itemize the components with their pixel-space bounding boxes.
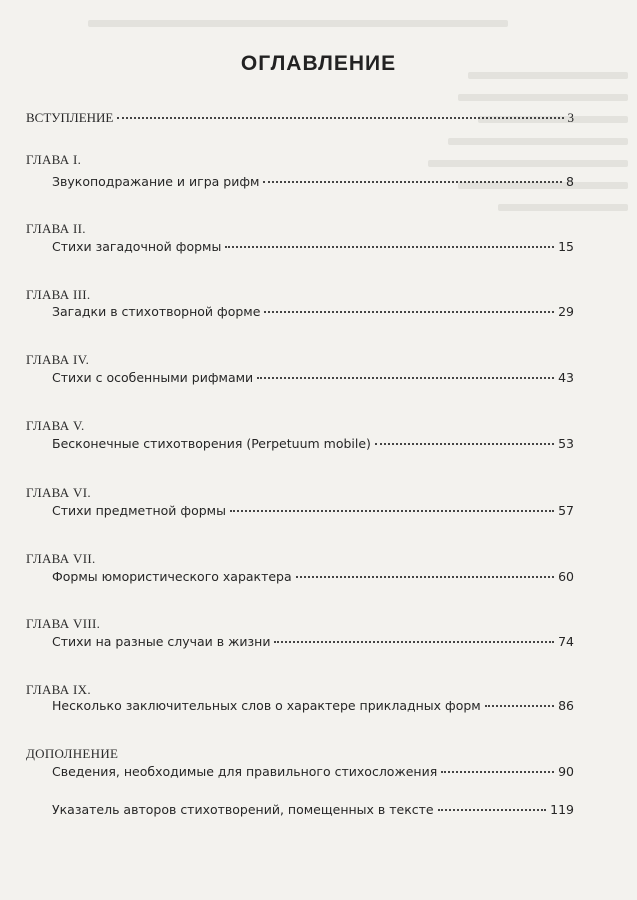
chapter-heading: ГЛАВА VII. [26, 551, 96, 566]
dot-leader [274, 639, 554, 643]
toc-entry-page: 3 [567, 110, 574, 125]
appendix-heading: ДОПОЛНЕНИЕ [26, 746, 119, 761]
toc-entry-chapter-5[interactable] [52, 436, 574, 451]
dot-leader [264, 309, 554, 313]
toc-entry-page: 60 [558, 569, 574, 584]
toc-entry-chapter-7[interactable] [52, 569, 574, 584]
toc-entry-title: Стихи загадочной формы [52, 239, 222, 254]
toc-entry-label: ВСТУПЛЕНИЕ [26, 110, 114, 125]
dot-leader [485, 703, 554, 707]
toc-entry-title: Стихи на разные случаи в жизни [52, 634, 271, 649]
toc-entry-page: 86 [558, 698, 574, 713]
toc-entry-intro[interactable] [26, 110, 574, 126]
toc-entry-chapter-3[interactable] [52, 304, 574, 319]
toc-entry-chapter-6[interactable] [52, 503, 574, 518]
toc-entry-title: Стихи с особенными рифмами [52, 370, 254, 385]
chapter-heading: ГЛАВА IV. [26, 352, 90, 367]
dot-leader [438, 807, 547, 811]
chapter-heading: ГЛАВА V. [26, 418, 85, 433]
toc-entry-chapter-2[interactable] [52, 239, 574, 254]
toc-entry-page: 53 [558, 436, 574, 451]
dot-leader [257, 375, 554, 379]
dot-leader [296, 574, 554, 578]
toc-entry-appendix-2[interactable] [52, 802, 574, 817]
toc-entry-title: Звукоподражание и игра рифм [52, 174, 260, 189]
toc-entry-page: 43 [558, 370, 574, 385]
chapter-heading: ГЛАВА III. [26, 287, 91, 302]
chapter-heading: ГЛАВА II. [26, 221, 86, 236]
toc-entry-title: Загадки в стихотворной форме [52, 304, 261, 319]
dot-leader [375, 441, 554, 445]
toc-entry-page: 15 [558, 239, 574, 254]
dot-leader [263, 179, 562, 183]
chapter-heading: ГЛАВА VIII. [26, 616, 101, 631]
toc-entry-title: Сведения, необходимые для правильного стихосложения [52, 764, 438, 779]
toc-entry-chapter-8[interactable] [52, 634, 574, 649]
toc-entry-page: 74 [558, 634, 574, 649]
toc-entry-chapter-1[interactable] [52, 174, 574, 189]
toc-entry-page: 8 [566, 174, 574, 189]
dot-leader [117, 115, 563, 119]
toc-entry-title: Бесконечные стихотворения (Perpetuum mobile) [52, 436, 371, 451]
chapter-heading: ГЛАВА I. [26, 152, 82, 167]
toc-entry-title: Формы юмористического характера [52, 569, 292, 584]
chapter-heading: ГЛАВА VI. [26, 485, 91, 500]
toc-entry-chapter-9[interactable] [52, 698, 574, 713]
toc-entry-page: 29 [558, 304, 574, 319]
chapter-heading: ГЛАВА IX. [26, 682, 91, 697]
toc-entry-title: Несколько заключительных слов о характере прикладных форм [52, 698, 481, 713]
dot-leader [225, 244, 554, 248]
toc-entry-page: 57 [558, 503, 574, 518]
toc-entry-title: Указатель авторов стихотворений, помещенных в тексте [52, 802, 434, 817]
dot-leader [441, 769, 554, 773]
toc-entry-appendix-1[interactable] [52, 764, 574, 779]
toc-entry-chapter-4[interactable] [52, 370, 574, 385]
toc-entry-title: Стихи предметной формы [52, 503, 226, 518]
dot-leader [230, 508, 554, 512]
toc-entry-page: 90 [558, 764, 574, 779]
toc-title: ОГЛАВЛЕНИЕ [240, 52, 397, 75]
toc-entry-page: 119 [550, 802, 574, 817]
